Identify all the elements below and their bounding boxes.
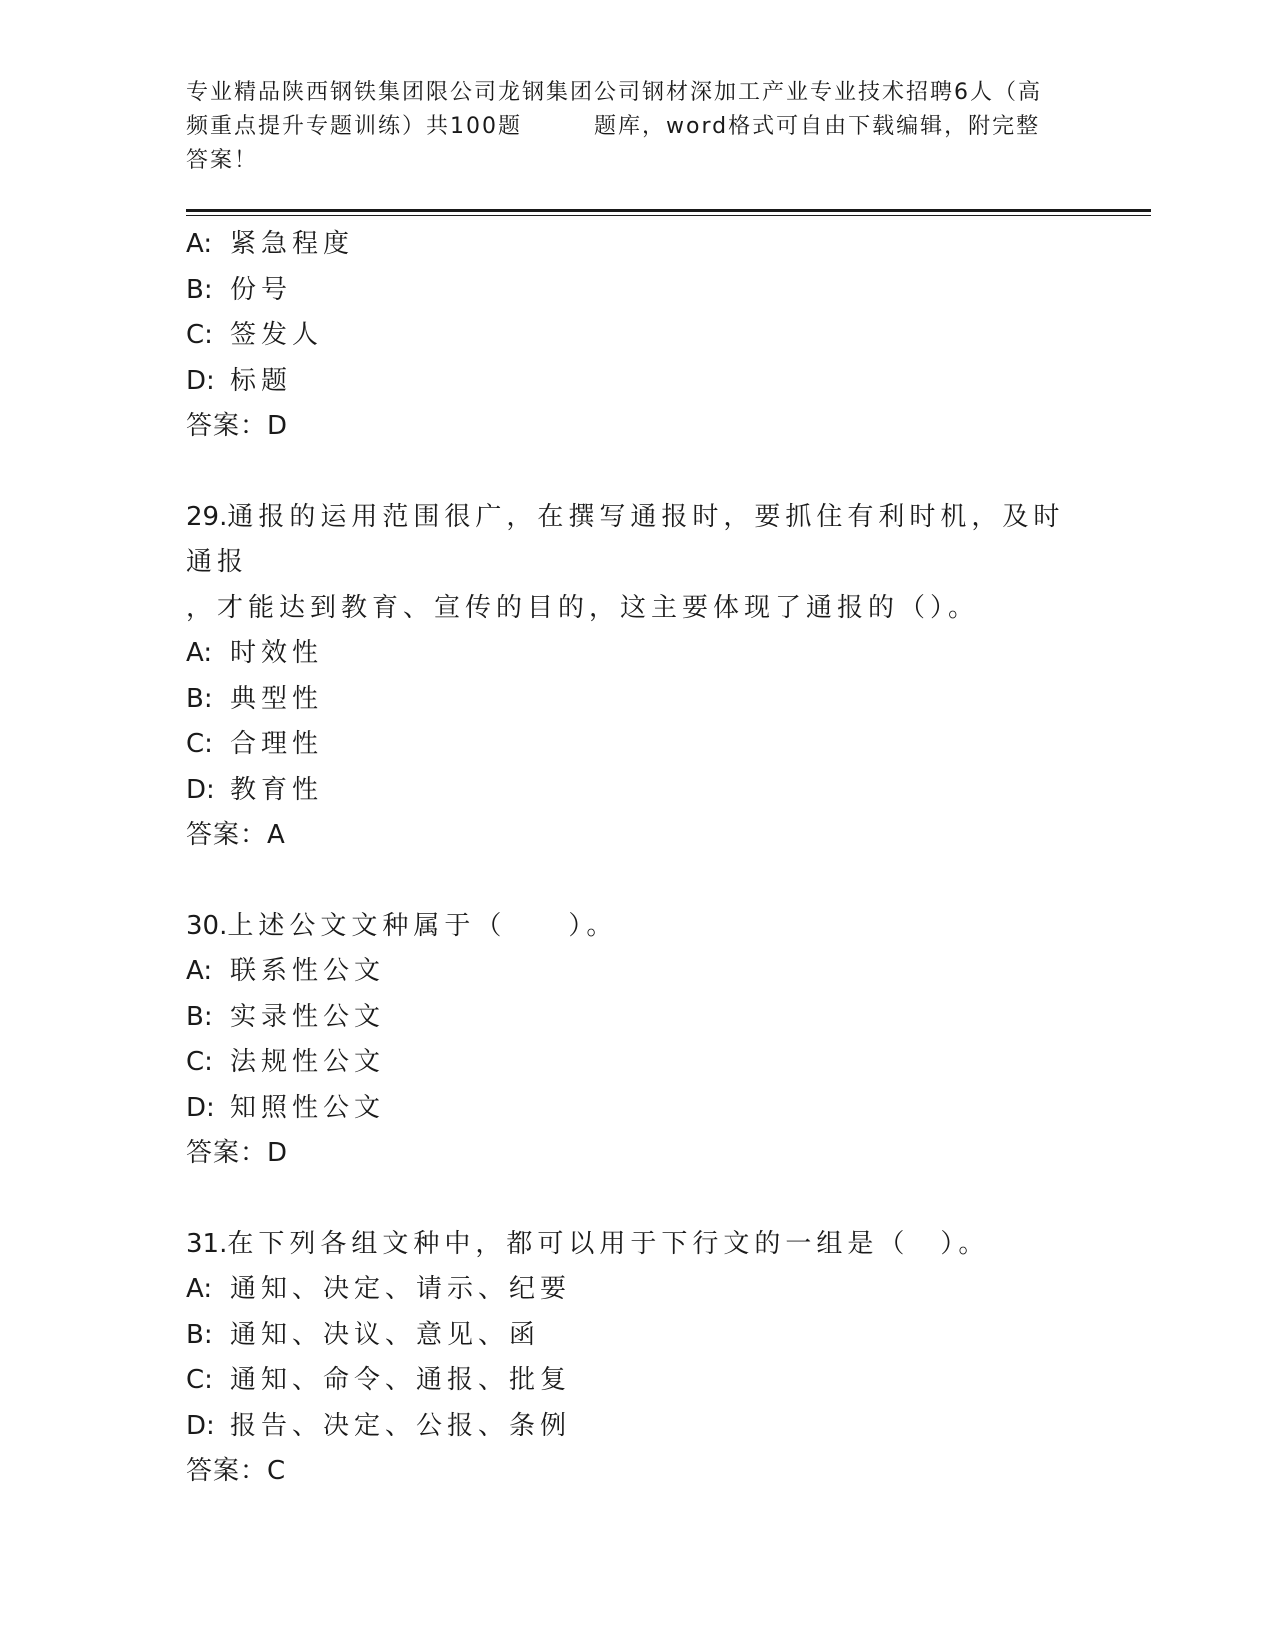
option-c: [186, 1040, 1086, 1086]
option-text: 实录性公文: [230, 1001, 386, 1032]
question-text-line-1: 在下列各组文种中，都可以用于下行文的一组是（ ）。: [227, 1228, 990, 1259]
answer-line: 答案：C: [186, 1456, 287, 1486]
option-c: [186, 1358, 1086, 1404]
option-b: [186, 677, 1086, 723]
option-text: 教育性: [230, 774, 324, 805]
question-text-line-1: 通报的运用范围很广，在撰写通报时，要抓住有利时机，及时通报: [186, 501, 1065, 577]
question-text: [186, 904, 1086, 950]
header-divider-thick: [186, 209, 1151, 212]
option-text: 签发人: [230, 320, 324, 350]
question-number: 29.: [186, 501, 228, 532]
question-number: 30.: [186, 910, 228, 941]
option-key: B:: [186, 1319, 213, 1350]
option-key: D:: [186, 1092, 215, 1123]
option-text: 典型性: [230, 683, 324, 714]
question-text: [186, 1222, 1086, 1268]
option-text: 标题: [230, 365, 293, 396]
header-line-2: [186, 110, 1086, 144]
question-29: [186, 495, 1086, 859]
option-key: A:: [186, 1274, 213, 1304]
option-b: [186, 268, 1086, 314]
option-a: [186, 949, 1086, 995]
option-text: 通知、决定、请示、纪要: [230, 1274, 572, 1304]
option-text: 通知、命令、通报、批复: [230, 1365, 572, 1395]
option-key: B:: [186, 683, 213, 714]
header-line-2-part-1: 频重点提升专题训练）共100题: [186, 114, 522, 139]
option-b: [186, 1313, 1086, 1359]
question-list: [186, 222, 1086, 1495]
option-key: B:: [186, 1001, 213, 1032]
option-text: 份号: [230, 274, 293, 305]
option-d: [186, 359, 1086, 405]
option-key: B:: [186, 274, 213, 305]
option-key: A:: [186, 638, 213, 668]
option-key: D:: [186, 1410, 215, 1441]
answer-line: 答案：A: [186, 820, 286, 850]
option-a: [186, 222, 1086, 268]
option-text: 报告、决定、公报、条例: [230, 1410, 572, 1441]
option-text: 知照性公文: [230, 1092, 386, 1123]
option-c: [186, 722, 1086, 768]
option-text: 联系性公文: [230, 956, 386, 986]
header-line-1: 专业精品陕西钢铁集团限公司龙钢集团公司钢材深加工产业专业技术招聘6人（高: [186, 80, 1042, 105]
option-text: 法规性公文: [230, 1047, 386, 1077]
option-d: [186, 1086, 1086, 1132]
document-header: [186, 76, 1086, 178]
option-key: A:: [186, 229, 213, 259]
option-text: 时效性: [230, 638, 324, 668]
question-30: [186, 904, 1086, 1177]
option-key: C:: [186, 729, 213, 759]
option-c: [186, 313, 1086, 359]
question-fragment: [186, 222, 1086, 450]
question-text-line-1: 上述公文文种属于（ ）。: [227, 910, 618, 941]
question-text: [186, 495, 1086, 586]
option-key: D:: [186, 774, 215, 805]
option-key: C:: [186, 1365, 213, 1395]
option-d: [186, 1404, 1086, 1450]
header-line-3: 答案！: [186, 148, 259, 173]
option-key: C:: [186, 1047, 213, 1077]
answer-line: 答案：D: [186, 1138, 289, 1168]
option-a: [186, 1267, 1086, 1313]
question-text-line-2: ，才能达到教育、宣传的目的，这主要体现了通报的（）。: [186, 592, 980, 623]
header-line-2-part-2: 题库，word格式可自由下载编辑，附完整: [594, 114, 1041, 139]
question-number: 31.: [186, 1228, 228, 1259]
header-divider-thin: [186, 215, 1151, 216]
option-text: 通知、决议、意见、函: [230, 1319, 541, 1350]
option-text: 合理性: [230, 729, 324, 759]
option-a: [186, 631, 1086, 677]
option-text: 紧急程度: [230, 229, 355, 259]
question-31: [186, 1222, 1086, 1495]
option-key: A:: [186, 956, 213, 986]
option-b: [186, 995, 1086, 1041]
option-key: C:: [186, 320, 213, 350]
option-d: [186, 768, 1086, 814]
option-key: D:: [186, 365, 215, 396]
answer-line: 答案：D: [186, 411, 289, 441]
